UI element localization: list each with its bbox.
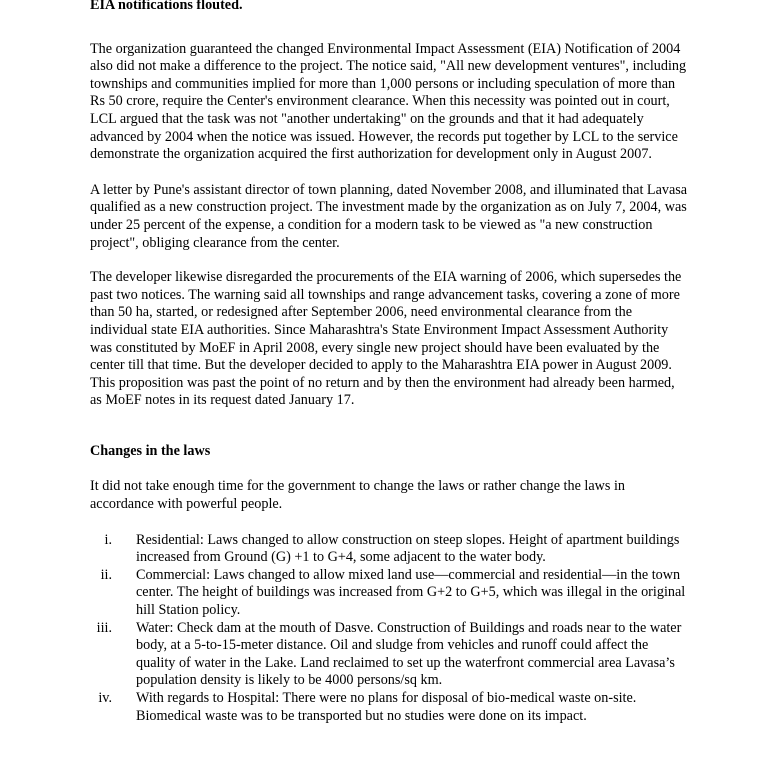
list-item-text: Water: Check dam at the mouth of Dasve. Construction of Buildings and roads near to the water body, at a 5-to-15-meter distance. Oil and sludge from vehicles and runoff could affect the quality of water in the Lake. Land reclaimed to set up the waterfront commercial area Lavasa’s population density is likely to be 4000 persons/sq km. — [136, 619, 682, 689]
list-item — [90, 532, 690, 567]
paragraph-eia-2006: The developer likewise disregarded the procurements of the EIA warning of 2006, which supersedes the past two notices. The warning said all townships and range advancement tasks, covering a zone of more than 50 ha, started, or redesigned after September 2006, need environmental clearance from the individual state EIA authorities. Since Maharashtra's State Environment Impact Assessment Authority was constituted by MoEF in April 2008, every single new project should have been evaluated by the center till that time. But the developer decided to apply to the Maharashtra EIA power in August 2009. This proposition was past the point of no return and by then the environment had already been harmed, as MoEF notes in its request dated January 17. — [90, 269, 682, 409]
paragraph-laws-intro: It did not take enough time for the government to change the laws or rather change the laws in accordance with powerful people. — [90, 478, 626, 513]
law-changes-list — [90, 532, 690, 726]
list-item-number: ii. — [100, 566, 112, 583]
list-item — [90, 567, 690, 620]
document-page — [90, 0, 690, 725]
list-item — [90, 620, 690, 690]
list-item-text: With regards to Hospital: There were no plans for disposal of bio-medical waste on-site. Biomedical waste was to be transported but no studies were done on its impact. — [136, 690, 637, 724]
list-item-number: iv. — [98, 690, 112, 706]
list-item-text: Residential: Laws changed to allow construction on steep slopes. Height of apartment buildings increased from Ground (G) +1 to G+4, some adjacent to the water body. — [136, 531, 680, 566]
section-heading-eia: EIA notifications flouted. — [90, 0, 243, 13]
list-item-text: Commercial: Laws changed to allow mixed land use—commercial and residential—in the town center. The height of buildings was increased from G+2 to G+5, which was illegal in the original hill Station policy. — [136, 566, 686, 619]
section-heading-laws: Changes in the laws — [90, 442, 211, 459]
list-item-number: iii. — [96, 619, 112, 636]
paragraph-eia-2004: The organization guaranteed the changed Environmental Impact Assessment (EIA) Notification of 2004 also did not make a difference to the project. The notice said, "All new development ventures", including townships and communities implied for more than 1,000 persons or including speculation of more than Rs 50 crore, require the Center's environment clearance. When this necessity was pointed out in court, LCL argued that the task was not "another undertaking" on the grounds and that it had adequately advanced by 2004 when the notice was issued. However, the records put together by LCL to the service demonstrate the organization acquired the first authorization for development only in August 2007. — [90, 40, 687, 163]
list-item — [90, 690, 690, 725]
paragraph-pune-letter: A letter by Pune's assistant director of town planning, dated November 2008, and illuminated that Lavasa qualified as a new construction project. The investment made by the organization as on July 7, 2004, was under 25 percent of the expense, a condition for a modern task to be viewed as "a new construction project", obliging clearance from the center. — [90, 181, 688, 251]
list-item-number: i. — [104, 531, 112, 548]
